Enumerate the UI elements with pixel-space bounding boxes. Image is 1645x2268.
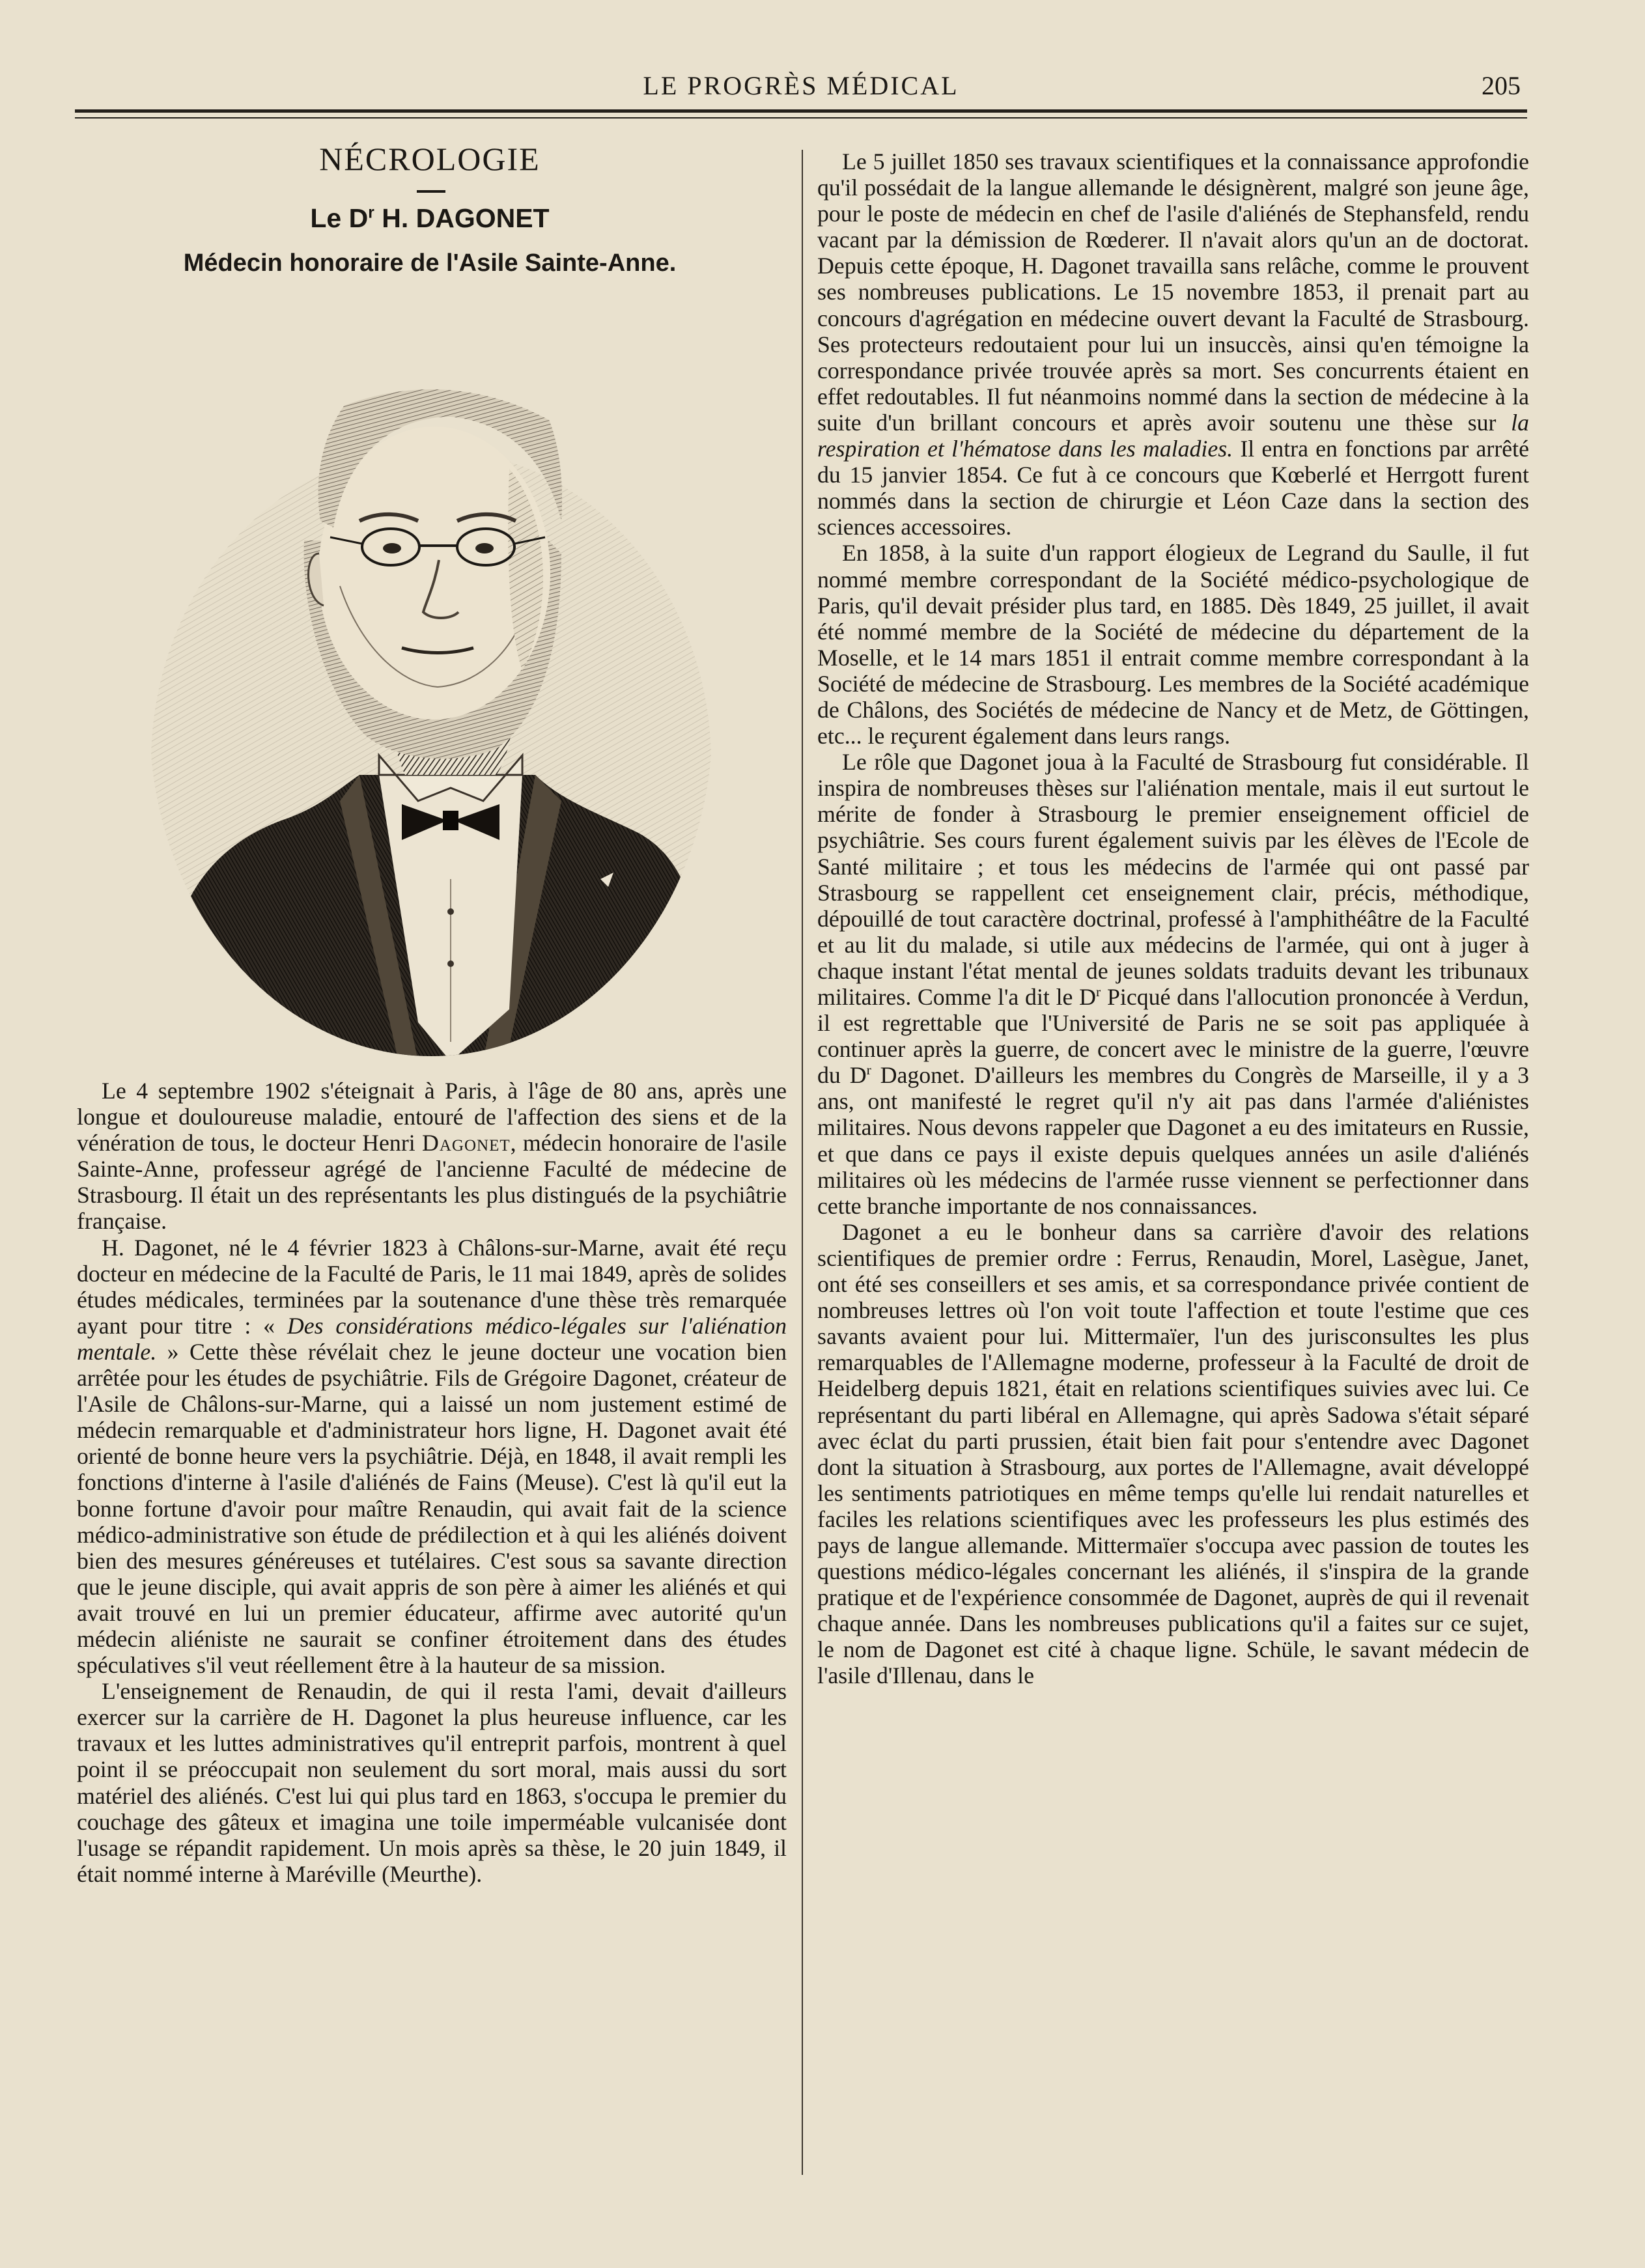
journal-title: LE PROGRÈS MÉDICAL	[643, 71, 959, 100]
text-run: , médecin honoraire de l'asile Sainte-Anne, professeur agrégé de l'ancienne Faculté de médecine de Strasbourg. Il était un des représentants les plus distingués de la psychiâtrie française.	[77, 1130, 787, 1235]
article-name-heading	[78, 203, 781, 234]
paragraph: L'enseignement de Renaudin, de qui il resta l'ami, devait d'ailleurs exercer sur la carrière de H. Dagonet la plus heureuse influence, car les travaux et les luttes administratives qu'il entreprit parfois, montrent à quel point il se préoccupait non seulement du sort moral, mais aussi du sort matériel des aliénés. C'est lui qui plus tard en 1863, s'occupa le premier du couchage des gâteux et imagina une toile imperméable vulcanisée dont l'usage se répandit rapidement. Un mois après sa thèse, le 20 juin 1849, il était nommé interne à Maréville (Meurthe).	[77, 1678, 787, 1887]
article-subtitle: Médecin honoraire de l'Asile Sainte-Anne.	[183, 249, 677, 277]
text-run-smallcaps: Dagonet	[422, 1130, 511, 1156]
paragraph	[77, 1235, 787, 1679]
left-column-text	[77, 1078, 787, 1887]
thesis-title-italic: la respiration et l'hématose dans les maladies.	[817, 409, 1529, 462]
superscript: r	[1096, 984, 1101, 1000]
paragraph: Dagonet a eu le bonheur dans sa carrière d'avoir des relations scientifiques de premier ordre : Ferrus, Renaudin, Morel, Lasègue, Janet, ont été ses conseillers et ses amis, et sa correspondance privée contient de nombreuses lettres où l'on voit toute l'affection et toute l'estime que ces savants avaient pour lui. Mittermaïer, l'un des jurisconsultes les plus remarquables de l'Allemagne moderne, professeur à la Faculté de droit de Heidelberg depuis 1821, était en relations scientifiques suivies avec lui. Ce représentant du parti libéral en Allemagne, qui après Sadowa s'était séparé avec éclat du parti prussien, était bien fait pour s'entendre avec Dagonet dont la situation à Strasbourg, aux portes de l'Allemagne, avait développé les sentiments patriotiques en même temps qu'elle lui rendait naturelles et faciles les relations scientifiques avec les professeurs les plus estimés des pays de langue allemande. Mittermaïer s'occupa avec passion de toutes les questions médico-légales concernant les aliénés, il s'inspira de la grande pratique et de l'expérience consommée de Dagonet, auprès de qui il revenait chaque année. Dans les nombreuses publications qu'il a faites sur ce sujet, le nom de Dagonet est cité à chaque ligne. Schüle, le savant médecin de l'asile d'Illenau, dans le	[817, 1218, 1529, 1689]
name-main: H. DAGONET	[374, 203, 550, 233]
thesis-title-italic: Des considérations médico-légales sur l'aliénation mentale.	[77, 1312, 787, 1365]
right-column-text	[817, 148, 1529, 1689]
text-run: Dagonet. D'ailleurs les membres du Congrès de Marseille, il y a 3 ans, ont manifesté le regret qu'il n'y ait pas dans l'armée d'aliénistes militaires. Nous devons rappeler que Dagonet a eu des imitateurs en Russie, et que dans ce pays il existe depuis quelques années un asile d'aliénés militaires où les médecins de l'armée russe viennent se perfectionner dans cette branche importante de nos connaissances.	[817, 1062, 1529, 1219]
header-rule-thin	[75, 117, 1527, 119]
text-run: Picqué dans l'allocution prononcée à Verdun, il est regrettable que l'Université de Paris ne se soit pas appliquée à continuer après la guerre, de concert avec le ministre de la guerre, l'œuvre du D	[817, 984, 1529, 1089]
text-run: Le 5 juillet 1850 ses travaux scientifiques et la connaissance approfondie qu'il possédait de la langue allemande le désignèrent, malgré son jeune âge, pour le poste de médecin en chef de l'asile d'aliénés de Stephansfeld, rendu vacant par la démission de Rœderer. Il n'avait alors qu'un an de doctorat. Depuis cette époque, H. Dagonet travailla sans relâche, comme le prouvent ses nombreuses publications. Le 15 novembre 1853, il prenait part au concours d'agrégation en médecine ouvert devant la Faculté de Strasbourg. Ses protecteurs redoutaient pour lui un insuccès, ainsi qu'en témoigne la correspondance privée trouvée après sa mort. Ses concurrents étaient en effet redoutables. Il fut néanmoins nommé dans la section de médecine à la suite d'un brillant concours et après avoir soutenu une thèse sur	[817, 148, 1529, 436]
running-head	[75, 70, 1527, 109]
paragraph	[77, 1078, 787, 1235]
text-run: H. Dagonet, né le 4 février 1823 à Châlons-sur-Marne, avait été reçu docteur en médecine de la Faculté de Paris, le 11 mai 1849, après de solides études médicales, terminées par la soutenance d'une thèse très remarquée ayant pour titre : «	[77, 1234, 787, 1339]
text-run: Il entra en fonctions par arrêté du 15 janvier 1854. Ce fut à ce concours que Kœberlé et Herrgott furent nommés dans la section de chirurgie et Léon Caze dans la section des sciences accessoires.	[817, 436, 1529, 540]
paragraph	[817, 148, 1529, 540]
title-dash	[417, 190, 445, 193]
name-sup: r	[368, 204, 374, 222]
superscript: r	[866, 1062, 871, 1078]
text-run: Le 4 septembre 1902 s'éteignait à Paris, à l'âge de 80 ans, après une longue et douloureuse maladie, entouré de l'affection des siens et de la vénération de tous, le docteur Henri	[77, 1078, 787, 1156]
paragraph: En 1858, à la suite d'un rapport élogieux de Legrand du Saulle, il fut nommé membre correspondant de la Société médico-psychologique de Paris, qu'il devait présider plus tard, en 1885. Dès 1849, 25 juillet, il avait été nommé membre de la Société de médecine du département de la Moselle, et le 14 mars 1851 il entrait comme membre correspondant à la Société de médecine de Strasbourg. Les membres de la Société académique de Châlons, des Sociétés de médecine de Nancy et de Metz, de Göttingen, etc... le reçurent également dans leurs rangs.	[817, 540, 1529, 749]
engraved-portrait-icon	[145, 306, 718, 1061]
text-run: Le rôle que Dagonet joua à la Faculté de Strasbourg fut considérable. Il inspira de nombreuses thèses sur l'aliénation mentale, mais il eut surtout le mérite de fonder à Strasbourg le premier enseignement officiel de psychiâtrie. Ses cours furent également suivis par les élèves de l'Ecole de Santé militaire ; et tous les médecins de l'armée qui ont passé par Strasbourg se rappellent cet enseignement clair, précis, méthodique, dépouillé de tout caractère doctrinal, professé à l'amphithéâtre de la Faculté et au lit du malade, si utile aux médecins de l'armée, qui ont à juger à chaque instant l'état mental de jeunes soldats traduits devant les tribunaux militaires. Comme l'a dit le D	[817, 749, 1529, 1010]
name-prefix: Le D	[310, 203, 369, 233]
page-number: 205	[1482, 71, 1521, 100]
paragraph	[817, 749, 1529, 1219]
header-rule-thick	[75, 109, 1527, 113]
text-run: » Cette thèse révélait chez le jeune docteur une vocation bien arrêtée pour les études de psychiâtrie. Fils de Grégoire Dagonet, créateur de l'Asile de Châlons-sur-Marne, qui a laissé un nom justement estimé de médecin remarquable et d'administrateur hors ligne, H. Dagonet avait été orienté de bonne heure vers la psychiâtrie. Déjà, en 1848, il avait rempli les fonctions d'interne à l'asile d'aliénés de Fains (Meuse). C'est là qu'il eut la bonne fortune d'avoir pour maître Renaudin, qui avait fait de la science médico-administrative son étude de prédilection et à qui les aliénés doivent bien des mesures généreuses et tutélaires. C'est sous sa savante direction que le jeune disciple, qui avait appris de son père à aimer les aliénés et qui avait trouvé en lui un premier éducateur, affirme avec autorité qu'un médecin aliéniste ne saurait se confiner étroitement dans des études spéculatives s'il veut réellement être à la hauteur de sa mission.	[77, 1338, 787, 1679]
column-divider	[802, 150, 803, 2175]
section-title: NÉCROLOGIE	[319, 141, 541, 177]
